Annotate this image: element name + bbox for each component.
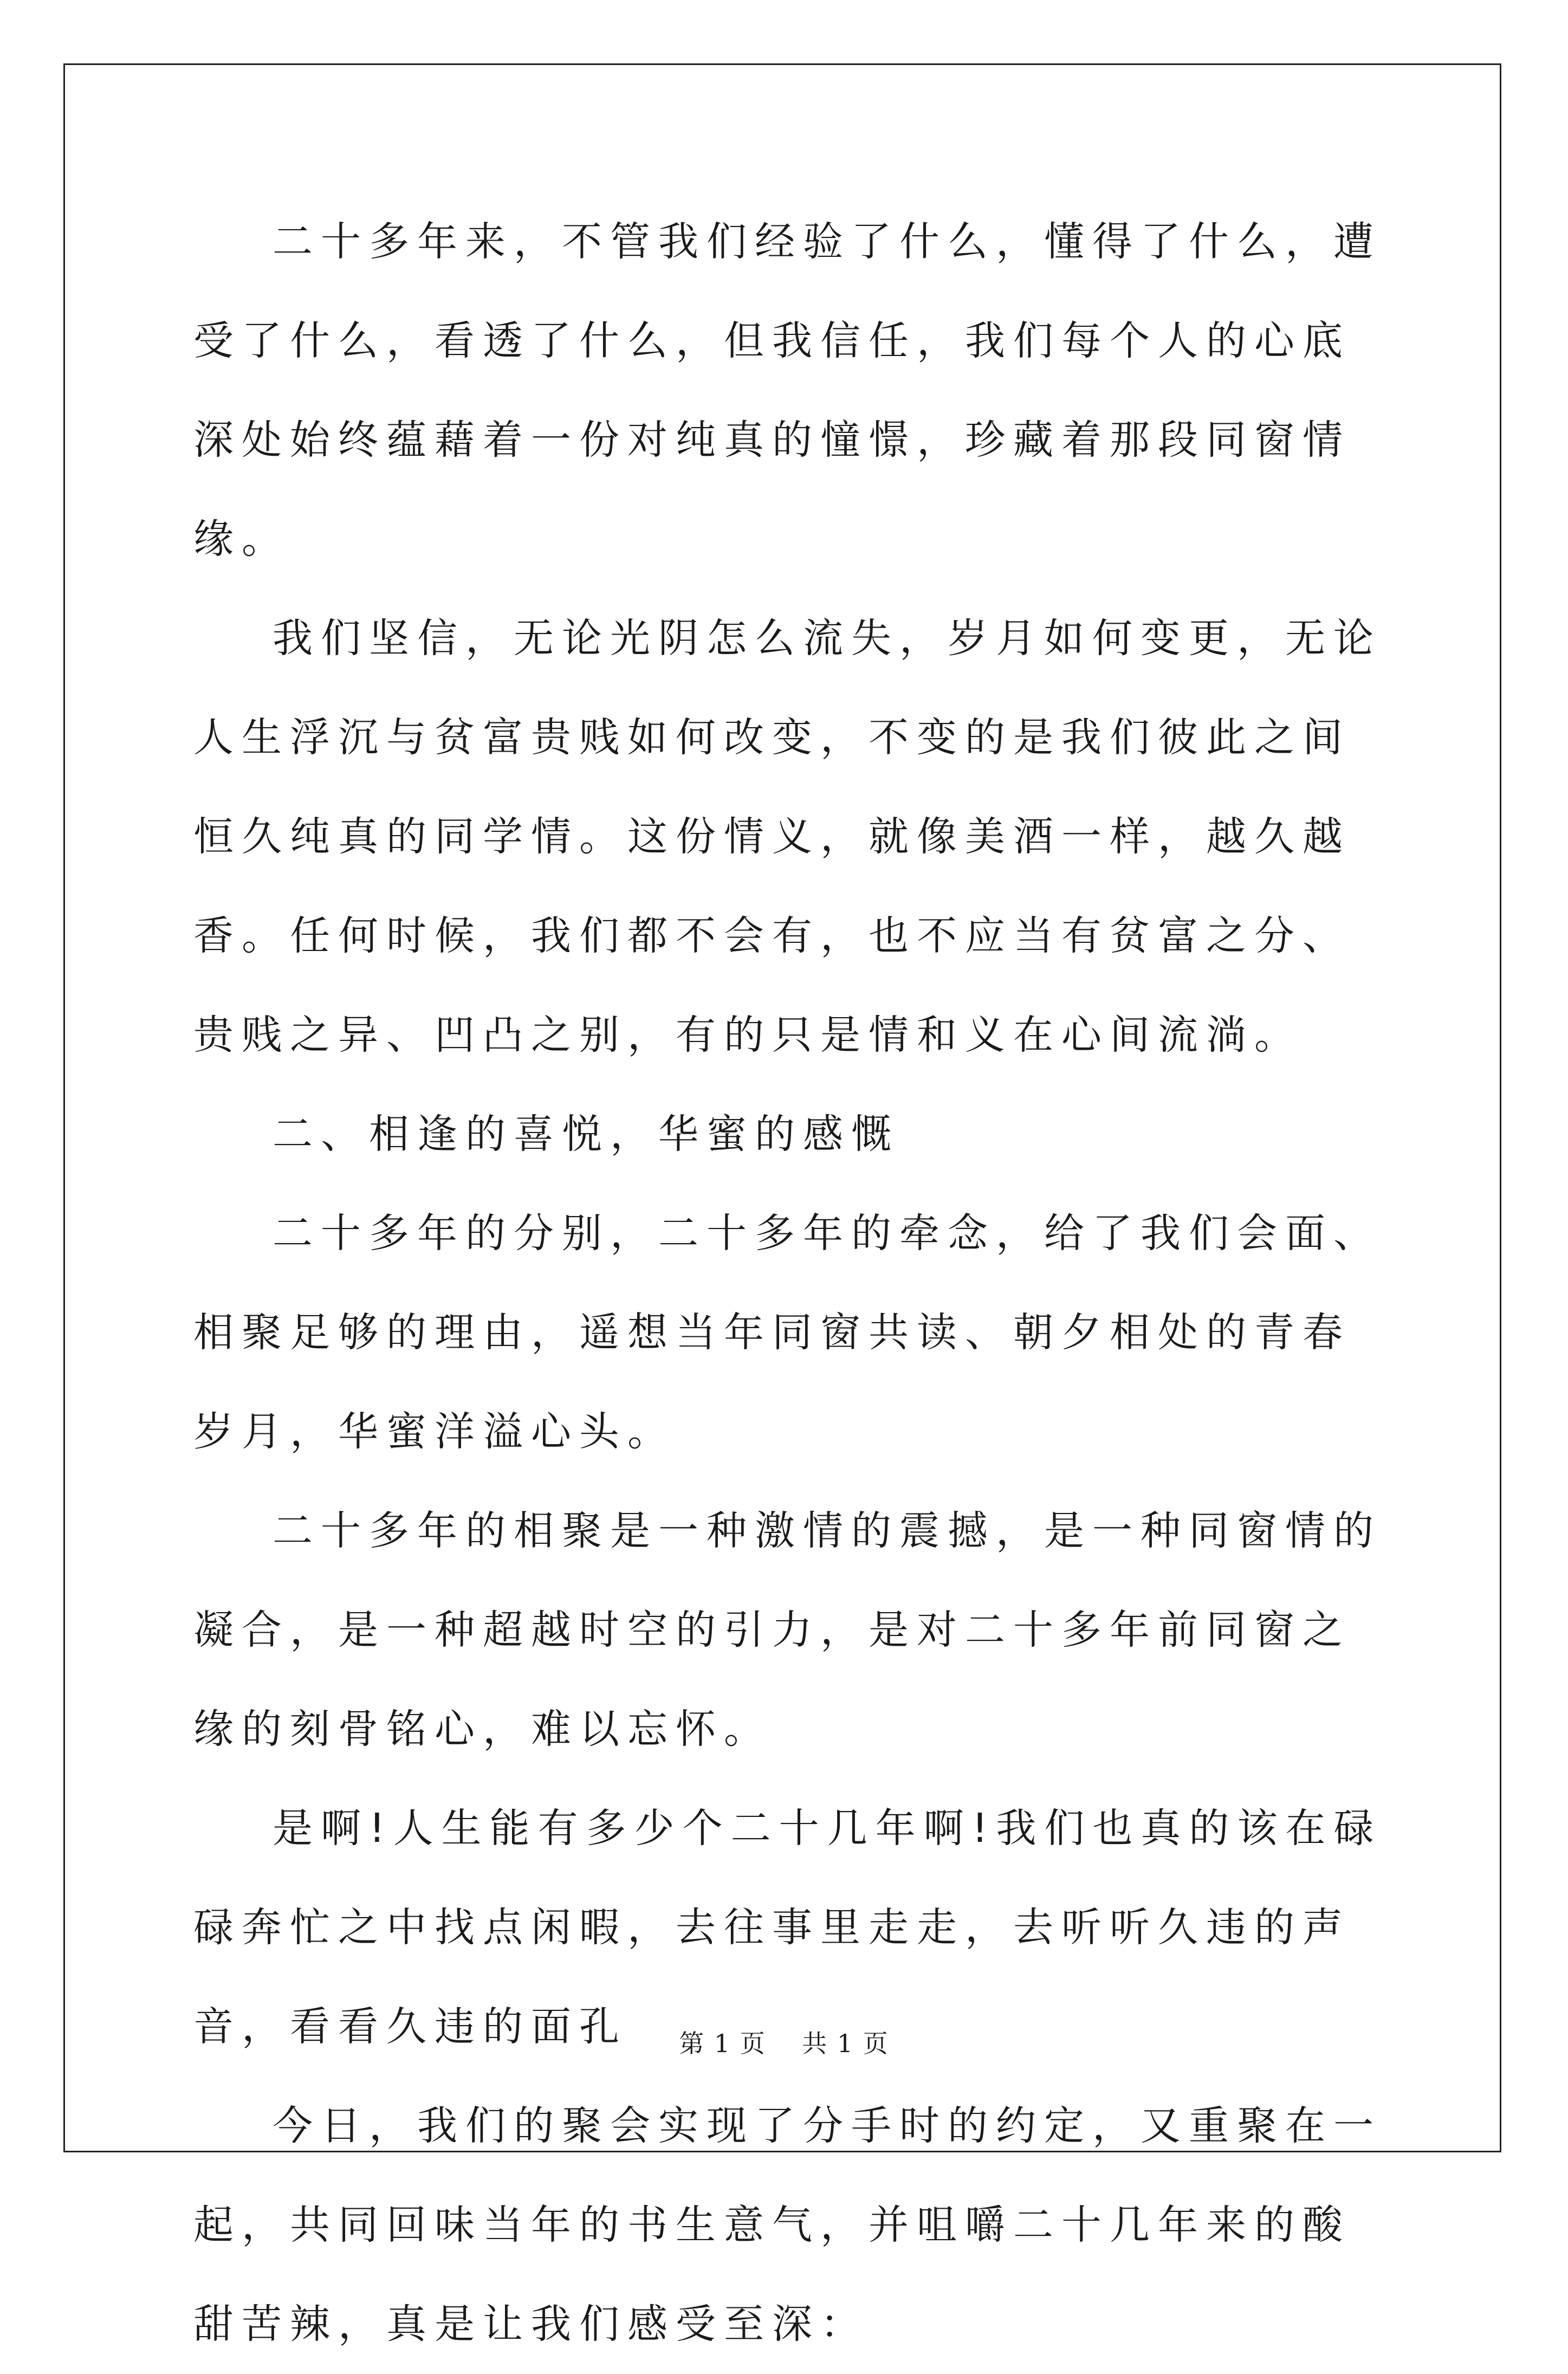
section-heading: 二、相逢的喜悦，华蜜的感慨 [273,1111,899,1157]
paragraph-6: 今日，我们的聚会实现了分手时的约定，又重聚在一起，共同回味当年的书生意气，并咀嚼二十几年来的酸甜苦辣，真是让我们感受至深： [193,2103,1382,2347]
paragraph-2: 我们坚信，无论光阴怎么流失，岁月如何变更，无论人生浮沉与贫富贵贱如何改变，不变的是我们彼此之间恒久纯真的同学情。这份情义，就像美酒一样，越久越香。任何时候，我们都不会有，也不应当有贫富之分、贵贱之异、凹凸之别，有的只是情和义在心间流淌。 [193,615,1382,1058]
page-footer [0,2024,1568,2060]
page-number: 第 1 页 [679,2029,766,2058]
paragraph-4: 二十多年的相聚是一种激情的震撼，是一种同窗情的凝合，是一种超越时空的引力，是对二十多年前同窗之缘的刻骨铭心，难以忘怀。 [193,1508,1382,1752]
paragraph-3: 二十多年的分别，二十多年的牵念，给了我们会面、相聚足够的理由，遥想当年同窗共读、朝夕相处的青春岁月，华蜜洋溢心头。 [193,1210,1382,1455]
paragraph-5: 是啊!人生能有多少个二十几年啊!我们也真的该在碌碌奔忙之中找点闲暇，去往事里走走，去听听久违的声音，看看久违的面孔 [193,1805,1382,2050]
page-total: 共 1 页 [802,2029,889,2058]
paragraph-1: 二十多年来，不管我们经验了什么，懂得了什么，遭受了什么，看透了什么，但我信任，我们每个人的心底深处始终蕴藉着一份对纯真的憧憬，珍藏着那段同窗情缘。 [193,218,1382,562]
